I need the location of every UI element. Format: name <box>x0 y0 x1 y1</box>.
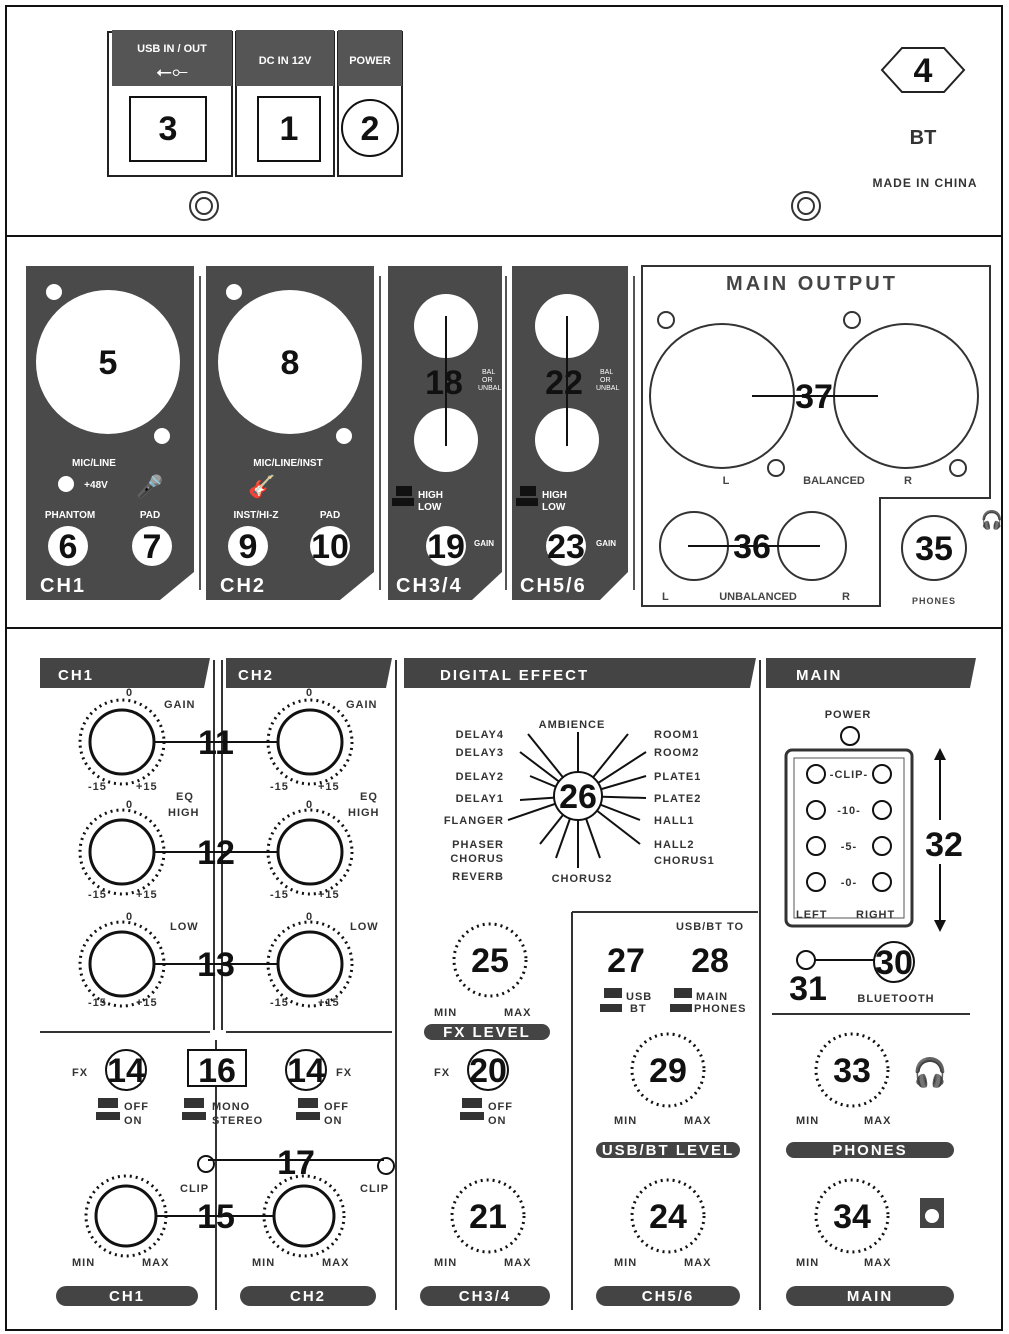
meter-scale-label: -0- <box>840 877 858 889</box>
label-37: 37 <box>795 378 833 416</box>
min-scale-label: -15 <box>88 781 107 793</box>
min-label: MIN <box>434 1257 458 1269</box>
fx-label: FX <box>434 1067 451 1079</box>
ch2-footer: CH2 <box>289 1288 327 1305</box>
effects-right-list <box>654 729 715 867</box>
label-19: 19 <box>427 528 465 566</box>
label-7: 7 <box>142 528 162 566</box>
high-label: HIGH <box>168 807 200 819</box>
phones-label: PHONES <box>911 596 957 606</box>
input-panel <box>26 266 1003 606</box>
knob-ch2-low[interactable] <box>268 922 352 1006</box>
on-label: ON <box>324 1115 343 1127</box>
zero-label: 0 <box>126 687 134 699</box>
screw-icon <box>190 192 218 220</box>
unbal-label: UNBAL <box>478 385 502 392</box>
label-29: 29 <box>649 1052 687 1090</box>
stereo-label: STEREO <box>212 1115 264 1127</box>
max-scale-label: +15 <box>318 781 340 793</box>
label-15: 15 <box>197 1198 235 1236</box>
effect-option: HALL1 <box>654 815 695 827</box>
eq-label: EQ <box>360 791 378 803</box>
ch34-label: CH3/4 <box>396 575 463 597</box>
meter-led <box>807 837 825 855</box>
label-26: 26 <box>559 778 597 816</box>
unbalanced-label: UNBALANCED <box>719 591 797 603</box>
mic-line-label: MIC/LINE <box>72 458 116 469</box>
meter-led <box>807 873 825 891</box>
or-label: OR <box>600 377 611 384</box>
effect-option: CHORUS <box>450 853 504 865</box>
low-label: LOW <box>350 921 379 933</box>
label-24: 24 <box>649 1198 687 1236</box>
label-4: 4 <box>913 52 933 90</box>
power-label: POWER <box>349 55 391 67</box>
label-30: 30 <box>875 944 913 982</box>
min-label: MIN <box>434 1007 458 1019</box>
or-label: OR <box>482 377 493 384</box>
switch-icon[interactable] <box>96 1112 120 1120</box>
effect-bottom-label: CHORUS2 <box>551 873 613 885</box>
effect-option: ROOM1 <box>654 729 700 741</box>
gain-label: GAIN <box>164 699 196 711</box>
inst-hiz-label: INST/HI-Z <box>233 510 279 521</box>
right-label: RIGHT <box>856 909 896 921</box>
meter-scale-label: -10- <box>837 805 861 817</box>
min-scale-label: -15 <box>88 997 107 1009</box>
max-label: MAX <box>504 1257 532 1269</box>
r-label: R <box>904 475 912 487</box>
min-label: MIN <box>614 1257 638 1269</box>
label-6: 6 <box>58 528 78 566</box>
bal-label: BAL <box>482 369 496 376</box>
eq-label: EQ <box>176 791 194 803</box>
headphones-icon: 🎧 <box>980 510 1004 530</box>
switch-icon[interactable] <box>516 498 538 506</box>
switch-icon[interactable] <box>392 498 414 506</box>
usb-label: USB <box>626 991 653 1003</box>
label-8: 8 <box>280 344 300 382</box>
switch-icon[interactable] <box>460 1112 484 1120</box>
clip-label: CLIP <box>360 1183 390 1195</box>
high-label: HIGH <box>348 807 380 819</box>
usb-icon: ⭠⟜ <box>156 61 188 83</box>
main-footer: MAIN <box>846 1288 894 1305</box>
meter-led <box>873 873 891 891</box>
gain-label: GAIN <box>474 539 494 548</box>
switch-icon[interactable] <box>182 1112 206 1120</box>
min-scale-label: -15 <box>270 889 289 901</box>
guitar-icon: 🎸 <box>248 474 276 499</box>
effect-option: DELAY1 <box>455 793 504 805</box>
fx-level-label: FX LEVEL <box>443 1024 531 1041</box>
effect-option: ROOM2 <box>654 747 700 759</box>
ch56-footer: CH5/6 <box>641 1288 695 1305</box>
main-header: MAIN <box>796 667 843 684</box>
phones-label: PHONES <box>694 1003 747 1015</box>
switch-icon[interactable] <box>296 1112 320 1120</box>
label-25: 25 <box>471 942 509 980</box>
max-label: MAX <box>322 1257 350 1269</box>
max-label: MAX <box>142 1257 170 1269</box>
switch-icon[interactable] <box>600 1004 622 1012</box>
l-label: L <box>662 591 669 603</box>
bal-label: BAL <box>600 369 614 376</box>
digital-effect-header: DIGITAL EFFECT <box>440 667 590 684</box>
min-label: MIN <box>252 1257 276 1269</box>
low-label: LOW <box>542 502 566 513</box>
meter-led <box>807 765 825 783</box>
max-label: MAX <box>504 1007 532 1019</box>
off-label: OFF <box>488 1101 513 1113</box>
mic-icon: 🎤 <box>136 474 164 499</box>
bluetooth-label: BLUETOOTH <box>857 993 935 1005</box>
label-35: 35 <box>915 530 953 568</box>
label-2: 2 <box>360 110 380 148</box>
effect-option: DELAY2 <box>455 771 504 783</box>
r-label: R <box>842 591 850 603</box>
power-led <box>841 727 859 745</box>
zero-label: 0 <box>126 911 134 923</box>
dc-label: DC IN 12V <box>258 55 312 67</box>
label-28: 28 <box>691 942 729 980</box>
phantom-label: PHANTOM <box>44 510 96 521</box>
label-5: 5 <box>98 344 118 382</box>
knob-ch1-low[interactable] <box>80 922 164 1006</box>
ch34-footer: CH3/4 <box>458 1288 512 1305</box>
phantom-voltage-label: +48V <box>84 480 108 491</box>
effect-option: DELAY3 <box>455 747 504 759</box>
ch2-label: CH2 <box>220 575 267 597</box>
label-22: 22 <box>545 364 583 402</box>
min-label: MIN <box>614 1115 638 1127</box>
label-1: 1 <box>279 110 299 148</box>
effect-option: HALL2 <box>654 839 695 851</box>
label-32: 32 <box>925 826 963 864</box>
label-18: 18 <box>425 364 463 402</box>
ch2-header: CH2 <box>238 667 275 684</box>
knob-ch1-gain[interactable] <box>80 700 164 784</box>
low-label: LOW <box>170 921 199 933</box>
meter-led <box>873 837 891 855</box>
bt-label: BT <box>630 1003 647 1015</box>
power-label: POWER <box>824 709 872 721</box>
bt-label: BT <box>909 127 937 149</box>
usb-bt-level-label: USB/BT LEVEL <box>601 1142 735 1159</box>
max-label: MAX <box>864 1257 892 1269</box>
gain-label: GAIN <box>596 539 616 548</box>
on-label: ON <box>124 1115 143 1127</box>
pad-label: PAD <box>139 510 161 521</box>
label-16: 16 <box>198 1052 236 1090</box>
knob-ch2-level[interactable] <box>264 1176 344 1256</box>
label-23: 23 <box>547 528 585 566</box>
bt-led <box>797 951 815 969</box>
max-label: MAX <box>864 1115 892 1127</box>
clip-led-ch1 <box>198 1156 214 1172</box>
meter-led <box>873 801 891 819</box>
knob-ch1-level[interactable] <box>86 1176 166 1256</box>
meter-scale-label: -5- <box>840 841 858 853</box>
zero-label: 0 <box>126 799 134 811</box>
label-17: 17 <box>277 1144 315 1182</box>
label-33: 33 <box>833 1052 871 1090</box>
knob-ch2-gain[interactable] <box>268 700 352 784</box>
mic-line-inst-label: MIC/LINE/INST <box>253 458 323 469</box>
effect-option: CHORUS1 <box>654 855 715 867</box>
effect-option: DELAY4 <box>455 729 504 741</box>
label-27: 27 <box>607 942 645 980</box>
high-label: HIGH <box>542 490 567 501</box>
max-scale-label: +15 <box>318 997 340 1009</box>
effects-left-list <box>444 729 504 883</box>
ch1-header: CH1 <box>58 667 95 684</box>
effect-option: PLATE1 <box>654 771 702 783</box>
max-label: MAX <box>684 1115 712 1127</box>
max-scale-label: +15 <box>136 889 158 901</box>
ch56-label: CH5/6 <box>520 575 587 597</box>
max-scale-label: +15 <box>318 889 340 901</box>
label-11: 11 <box>198 724 234 762</box>
min-label: MIN <box>796 1257 820 1269</box>
effect-option: FLANGER <box>443 815 504 827</box>
max-scale-label: +15 <box>136 781 158 793</box>
label-36: 36 <box>733 528 771 566</box>
off-label: OFF <box>324 1101 349 1113</box>
switch-icon[interactable] <box>670 1004 692 1012</box>
knob-ch2-high[interactable] <box>268 810 352 894</box>
headphones-icon: 🎧 <box>912 1057 948 1088</box>
on-label: ON <box>488 1115 507 1127</box>
meter-scale-label: -CLIP- <box>829 769 869 781</box>
fx-label: FX <box>72 1067 89 1079</box>
knob-ch1-high[interactable] <box>80 810 164 894</box>
effect-option: PLATE2 <box>654 793 702 805</box>
l-label: L <box>722 475 730 487</box>
label-34: 34 <box>833 1198 871 1236</box>
min-scale-label: -15 <box>270 781 289 793</box>
pad-label: PAD <box>319 510 341 521</box>
zero-label: 0 <box>306 687 314 699</box>
rear-panel <box>108 30 978 220</box>
main-output-title: MAIN OUTPUT <box>726 273 898 295</box>
usb-label: USB IN / OUT <box>137 43 207 55</box>
unbal-label: UNBAL <box>596 385 620 392</box>
ch1-label: CH1 <box>40 575 87 597</box>
effect-option: PHASER <box>452 839 504 851</box>
effect-top-label: AMBIENCE <box>538 719 606 731</box>
left-label: LEFT <box>796 909 828 921</box>
meter-led <box>807 801 825 819</box>
made-in-label: MADE IN CHINA <box>872 176 978 190</box>
zero-label: 0 <box>306 911 314 923</box>
meter-led <box>873 765 891 783</box>
label-13: 13 <box>197 946 235 984</box>
clip-label: CLIP <box>180 1183 210 1195</box>
usb-bt-to-label: USB/BT TO <box>675 921 745 933</box>
max-label: MAX <box>684 1257 712 1269</box>
label-31: 31 <box>789 970 827 1008</box>
ch1-footer: CH1 <box>108 1288 146 1305</box>
gain-label: GAIN <box>346 699 378 711</box>
label-20: 20 <box>469 1052 507 1090</box>
label-9: 9 <box>238 528 258 566</box>
min-label: MIN <box>72 1257 96 1269</box>
off-label: OFF <box>124 1101 149 1113</box>
effect-option: REVERB <box>452 871 504 883</box>
label-10: 10 <box>311 528 349 566</box>
min-scale-label: -15 <box>270 997 289 1009</box>
min-scale-label: -15 <box>88 889 107 901</box>
screw-icon <box>792 192 820 220</box>
high-label: HIGH <box>418 490 443 501</box>
phones-label: PHONES <box>832 1142 908 1159</box>
label-21: 21 <box>469 1198 507 1236</box>
min-label: MIN <box>796 1115 820 1127</box>
label-12: 12 <box>197 834 235 872</box>
mono-label: MONO <box>212 1101 251 1113</box>
control-panel <box>40 658 976 1310</box>
label-14: 14 <box>107 1052 145 1090</box>
label-3: 3 <box>158 110 178 148</box>
label-14: 14 <box>287 1052 325 1090</box>
low-label: LOW <box>418 502 442 513</box>
balanced-label: BALANCED <box>803 475 865 487</box>
zero-label: 0 <box>306 799 314 811</box>
fx-label: FX <box>336 1067 353 1079</box>
main-label: MAIN <box>696 991 729 1003</box>
max-scale-label: +15 <box>136 997 158 1009</box>
